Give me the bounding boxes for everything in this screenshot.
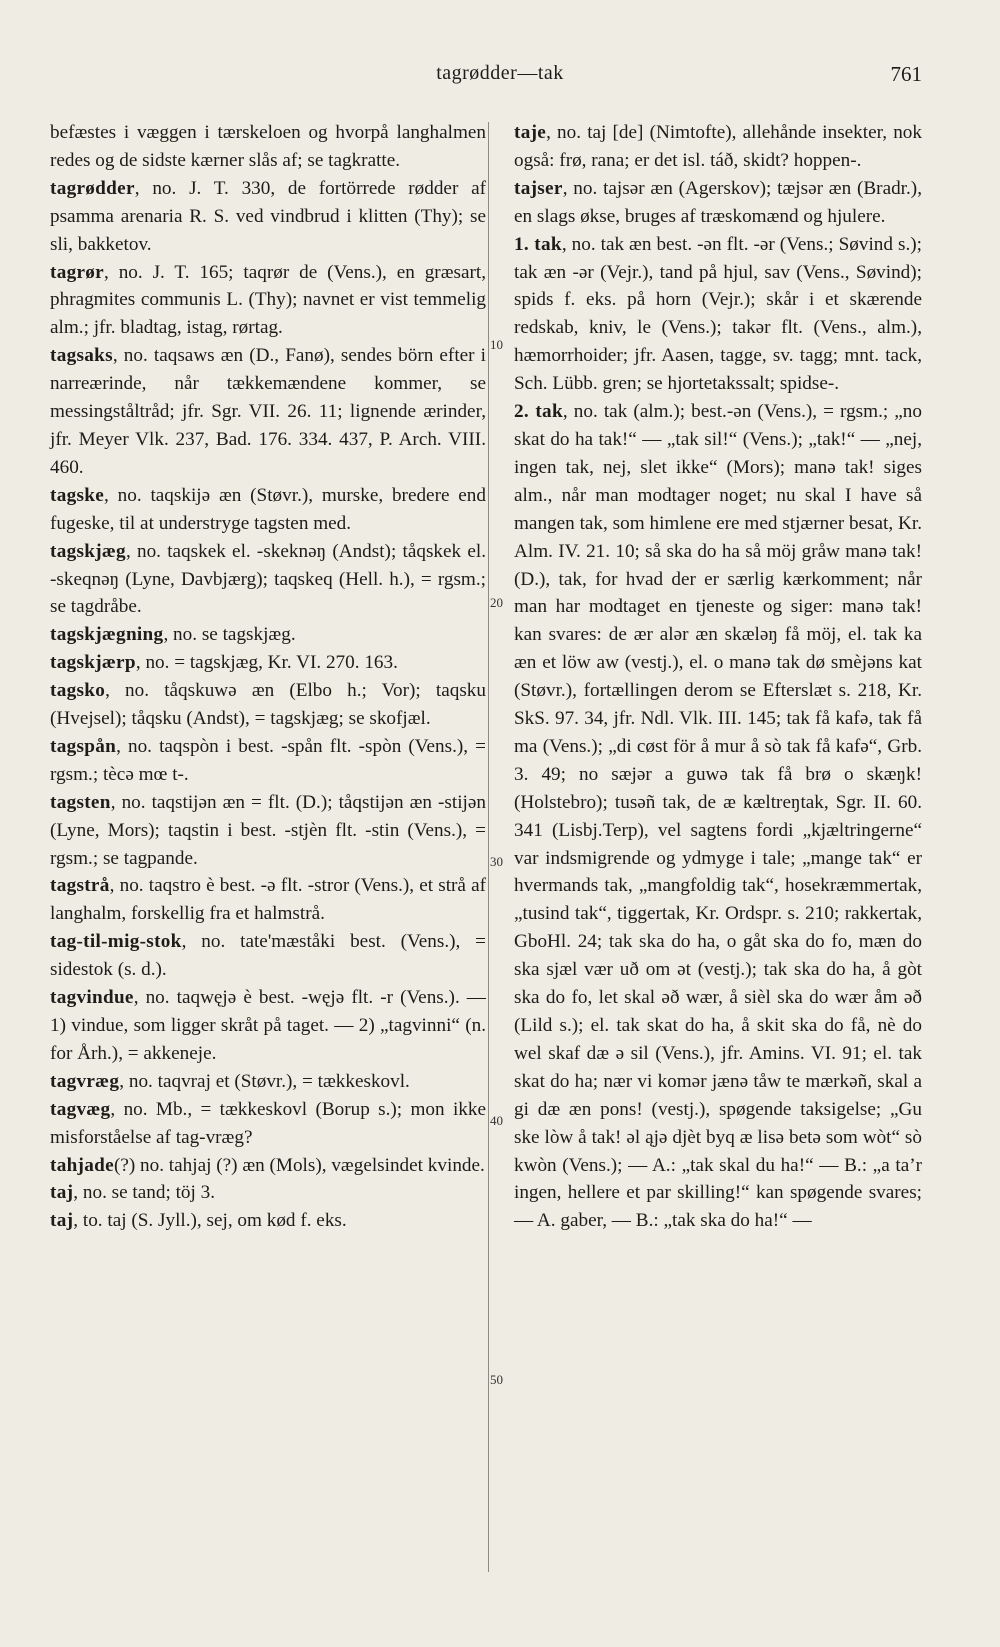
- dictionary-entry: [50, 175, 486, 259]
- entry-headword: taj: [50, 1182, 74, 1204]
- page-header: [0, 62, 1000, 92]
- entry-headword: tagske: [50, 484, 105, 506]
- line-number-10: 10: [490, 337, 503, 352]
- entry-headword: tagvræg: [50, 1070, 120, 1092]
- entry-headword: tagskjæg: [50, 540, 126, 562]
- entry-text: , no. taqsaws æn (D., Fanø), sendes börn efter i narreærinde, når tækkemændene kommer, se messingståltråd; jfr. Sgr. VII. 26. 11; lignende ærinder, jfr. Meyer Vlk. 237, Bad. 176. 334. 437, P. Arch. VIII. 460.: [50, 345, 486, 478]
- left-column: [50, 119, 486, 1235]
- entry-headword: tagsaks: [50, 345, 113, 367]
- entry-text: , no. tak (alm.); best.-ən (Vens.), = rgsm.; „no skat do ha tak!“ — „tak sil!“ (Vens.); „tak!“ — „nej, ingen tak, nej, slet ikke“ (Mors); manə tak! siges alm., når man modtager noget; nu skal I have så mangen tak, som himlene ere med stjærner besat, Kr. Alm. IV. 21. 10; så ska do ha så möj gråw manə tak! (D.), tak, for hvad der er særlig kærkomment; når man har modtaget en tjeneste og siger: manə tak! kan svares: de ær alər æn skæləŋ få möj, el. tak ka æn et löw aw (vestj.), el. o manə tak dø smèjəns kat (Støvr.), fortællingen derom se Efterslæt s. 218, Kr. SkS. 97. 34, jfr. Ndl. Vlk. III. 145; tak få kafə, tak få ma (Vens.); „di cøst för å mur å sò tak få kafə“, Grb. 3. 49; no sæjər a guwə tak få brø o skæŋk! (Holstebro); tusəñ tak, de æ kæltreŋtak, Sgr. II. 60. 341 (Lisbj.Terp), vel sagtens fordi „kjæltringerne“ var indsmigrende og ydmyge i tale; „mange tak“ er hvermands tak, „mangfoldig tak“, hosekræmmertak, „tusind tak“, tiggertak, Kr. Ordspr. s. 210; rakkertak, GboHl. 24; tak ska do ha, o gåt ska do fo, mæn do ska sjæl vær uð om ət (vestj.); tak ska do ha, å gòt ska do fo, let skal əð wær, å sièl ska do wær åm əð (Lild s.); el. tak skat do ha, å skit ska do få, nè do wel skaf dæ ə sil (Vens.), jfr. Amins. VI. 91; el. tak skat do ha; nær vi komər jænə tåw te mærkəñ, skal a gi dæ æn pons! (vestj.), spøgende taksigelse; „Gu ske lòw å tak! əl ąjə djèt byq æ lisə betə som wòt“ sò kwòn (Vens.); — A.: „tak skal du ha!“ — B.: „a ta’r ingen, hellere et par skilling!“ kan spøgende svares; — A. gaber, — B.: „tak ska do ha!“ —: [514, 401, 922, 1232]
- entry-headword: tagvæg: [50, 1098, 111, 1120]
- entry-text: , no. taj [de] (Nimtofte), allehånde insekter, nok også: frø, rana; er det isl. táð, skidt? hoppen-.: [514, 122, 922, 171]
- dictionary-entry: [50, 1207, 486, 1235]
- entry-text: , no. taqwęjə è best. -węjə flt. -r (Vens.). — 1) vindue, som ligger skråt på taget. — 2) „tagvinni“ (n. for Årh.), = akkeneje.: [50, 987, 486, 1064]
- entry-text: , no. tate'mæståki best. (Vens.), = sidestok (s. d.).: [50, 931, 486, 981]
- entry-headword: 2. tak: [514, 401, 563, 423]
- dictionary-entry: [50, 1152, 486, 1180]
- entry-text: , no. J. T. 165; taqrør de (Vens.), en græsart, phragmites communis L. (Thy); navnet er vist temmelig alm.; jfr. bladtag, istag, rørtag.: [50, 261, 486, 339]
- entry-headword: tagspån: [50, 735, 117, 757]
- entry-headword: tagrødder: [50, 177, 135, 199]
- line-number-50: 50: [490, 1372, 503, 1387]
- line-number-20: 20: [490, 595, 503, 610]
- entry-headword: tagskjægning: [50, 624, 164, 646]
- entry-text: , no. taqstro è best. -ə flt. -stror (Vens.), et strå af langhalm, forskellig fra et halmstrå.: [50, 875, 486, 925]
- entry-headword: 1. tak: [514, 233, 562, 255]
- entry-headword: tagvindue: [50, 987, 134, 1009]
- entry-text: , no. tåqskuwə æn (Elbo h.; Vor); taqsku (Hvejsel); tåqsku (Andst), = tagskjæg; se skofjæl.: [50, 680, 486, 730]
- dictionary-entry: [50, 1096, 486, 1152]
- dictionary-entry: [50, 119, 486, 175]
- dictionary-entry: [50, 621, 486, 649]
- entry-headword: tagstrå: [50, 875, 110, 897]
- entry-text: , no. taqskijə æn (Støvr.), murske, bredere end fugeske, til at understryge tagsten med.: [50, 484, 486, 534]
- dictionary-entry: [50, 342, 486, 482]
- dictionary-entry: [50, 1068, 486, 1096]
- dictionary-entry: [50, 649, 486, 677]
- entry-text: , no. J. T. 330, de fortörrede rødder af psamma arenaria R. S. ved vindbrud i klitten (Thy); se sli, bakketov.: [50, 177, 486, 255]
- running-head: tagrødder—tak: [436, 62, 564, 84]
- dictionary-entry: [50, 872, 486, 928]
- column-divider: [488, 122, 489, 1572]
- right-column: [514, 119, 922, 1235]
- entry-headword: taj: [50, 1210, 74, 1232]
- dictionary-entry: [50, 538, 486, 622]
- entry-text: , no. = tagskjæg, Kr. VI. 270. 163.: [135, 652, 398, 674]
- dictionary-entry: [50, 928, 486, 984]
- entry-text: , no. Mb., = tækkeskovl (Borup s.); mon ikke misforståelse af tag-vræg?: [50, 1098, 486, 1148]
- entry-text: , no. taqvraj et (Støvr.), = tækkeskovl.: [119, 1070, 410, 1092]
- entry-text: (?) no. tahjaj (?) æn (Mols), vægelsindet kvinde.: [113, 1154, 485, 1176]
- entry-text: , to. taj (S. Jyll.), sej, om kød f. eks.: [73, 1210, 347, 1232]
- dictionary-entry: [50, 259, 486, 343]
- dictionary-entry: [50, 984, 486, 1068]
- line-number-30: 30: [490, 854, 503, 869]
- page-number: 761: [890, 62, 922, 86]
- dictionary-entry: [50, 1179, 486, 1207]
- entry-text: , no. taqskek el. -skeknəŋ (Andst); tåqskek el. -skeqnəŋ (Lyne, Davbjærg); taqskeq (Hell. h.), = rgsm.; se tagdråbe.: [50, 540, 486, 618]
- entry-text: , no. se tand; töj 3.: [73, 1182, 216, 1204]
- entry-headword: tagsten: [50, 791, 111, 813]
- line-number-40: 40: [490, 1113, 503, 1128]
- entry-headword: tagrør: [50, 261, 105, 283]
- entry-headword: tagsko: [50, 680, 106, 702]
- dictionary-entry: [50, 789, 486, 873]
- entry-headword: tajser: [514, 177, 563, 199]
- entry-headword: tahjade: [50, 1154, 114, 1176]
- entry-headword: tagskjærp: [50, 652, 136, 674]
- dictionary-entry: [514, 119, 922, 175]
- entry-text: , no. tajsər æn (Agerskov); tæjsər æn (Bradr.), en slags økse, bruges af træskomænd og hjulere.: [514, 177, 922, 227]
- entry-headword: tag-til-mig-stok: [50, 931, 182, 953]
- entry-text: , no. taqspòn i best. -spån flt. -spòn (Vens.), = rgsm.; tècə mœ t-.: [50, 735, 486, 785]
- dictionary-entry: [50, 733, 486, 789]
- entry-text: , no. taqstijən æn = flt. (D.); tåqstijən æn -stijən (Lyne, Mors); taqstin i best. -stjèn flt. -stin (Vens.), = rgsm.; se tagpande.: [50, 791, 486, 869]
- entry-text: befæstes i væggen i tærskeloen og hvorpå langhalmen redes og de sidste kærner slås af; se tagkratte.: [50, 122, 486, 171]
- dictionary-entry: [514, 231, 922, 398]
- dictionary-entry: [514, 398, 922, 1235]
- dictionary-entry: [50, 677, 486, 733]
- entry-text: , no. tak æn best. -ən flt. -ər (Vens.; Søvind s.); tak æn -ər (Vejr.), tand på hjul, sav (Vens., Søvind); spids f. eks. på horn (Vejr.); skår i et skærende redskab, kniv, le (Vens.); takər flt. (Vens., alm.), hæmorrhoider; jfr. Aasen, tagge, sv. tagg; mnt. tack, Sch. Lübb. gren; se hjortetakssalt; spidse-.: [514, 233, 922, 395]
- entry-text: , no. se tagskjæg.: [163, 624, 296, 646]
- entry-headword: taje: [514, 122, 547, 143]
- dictionary-entry: [50, 482, 486, 538]
- dictionary-entry: [514, 175, 922, 231]
